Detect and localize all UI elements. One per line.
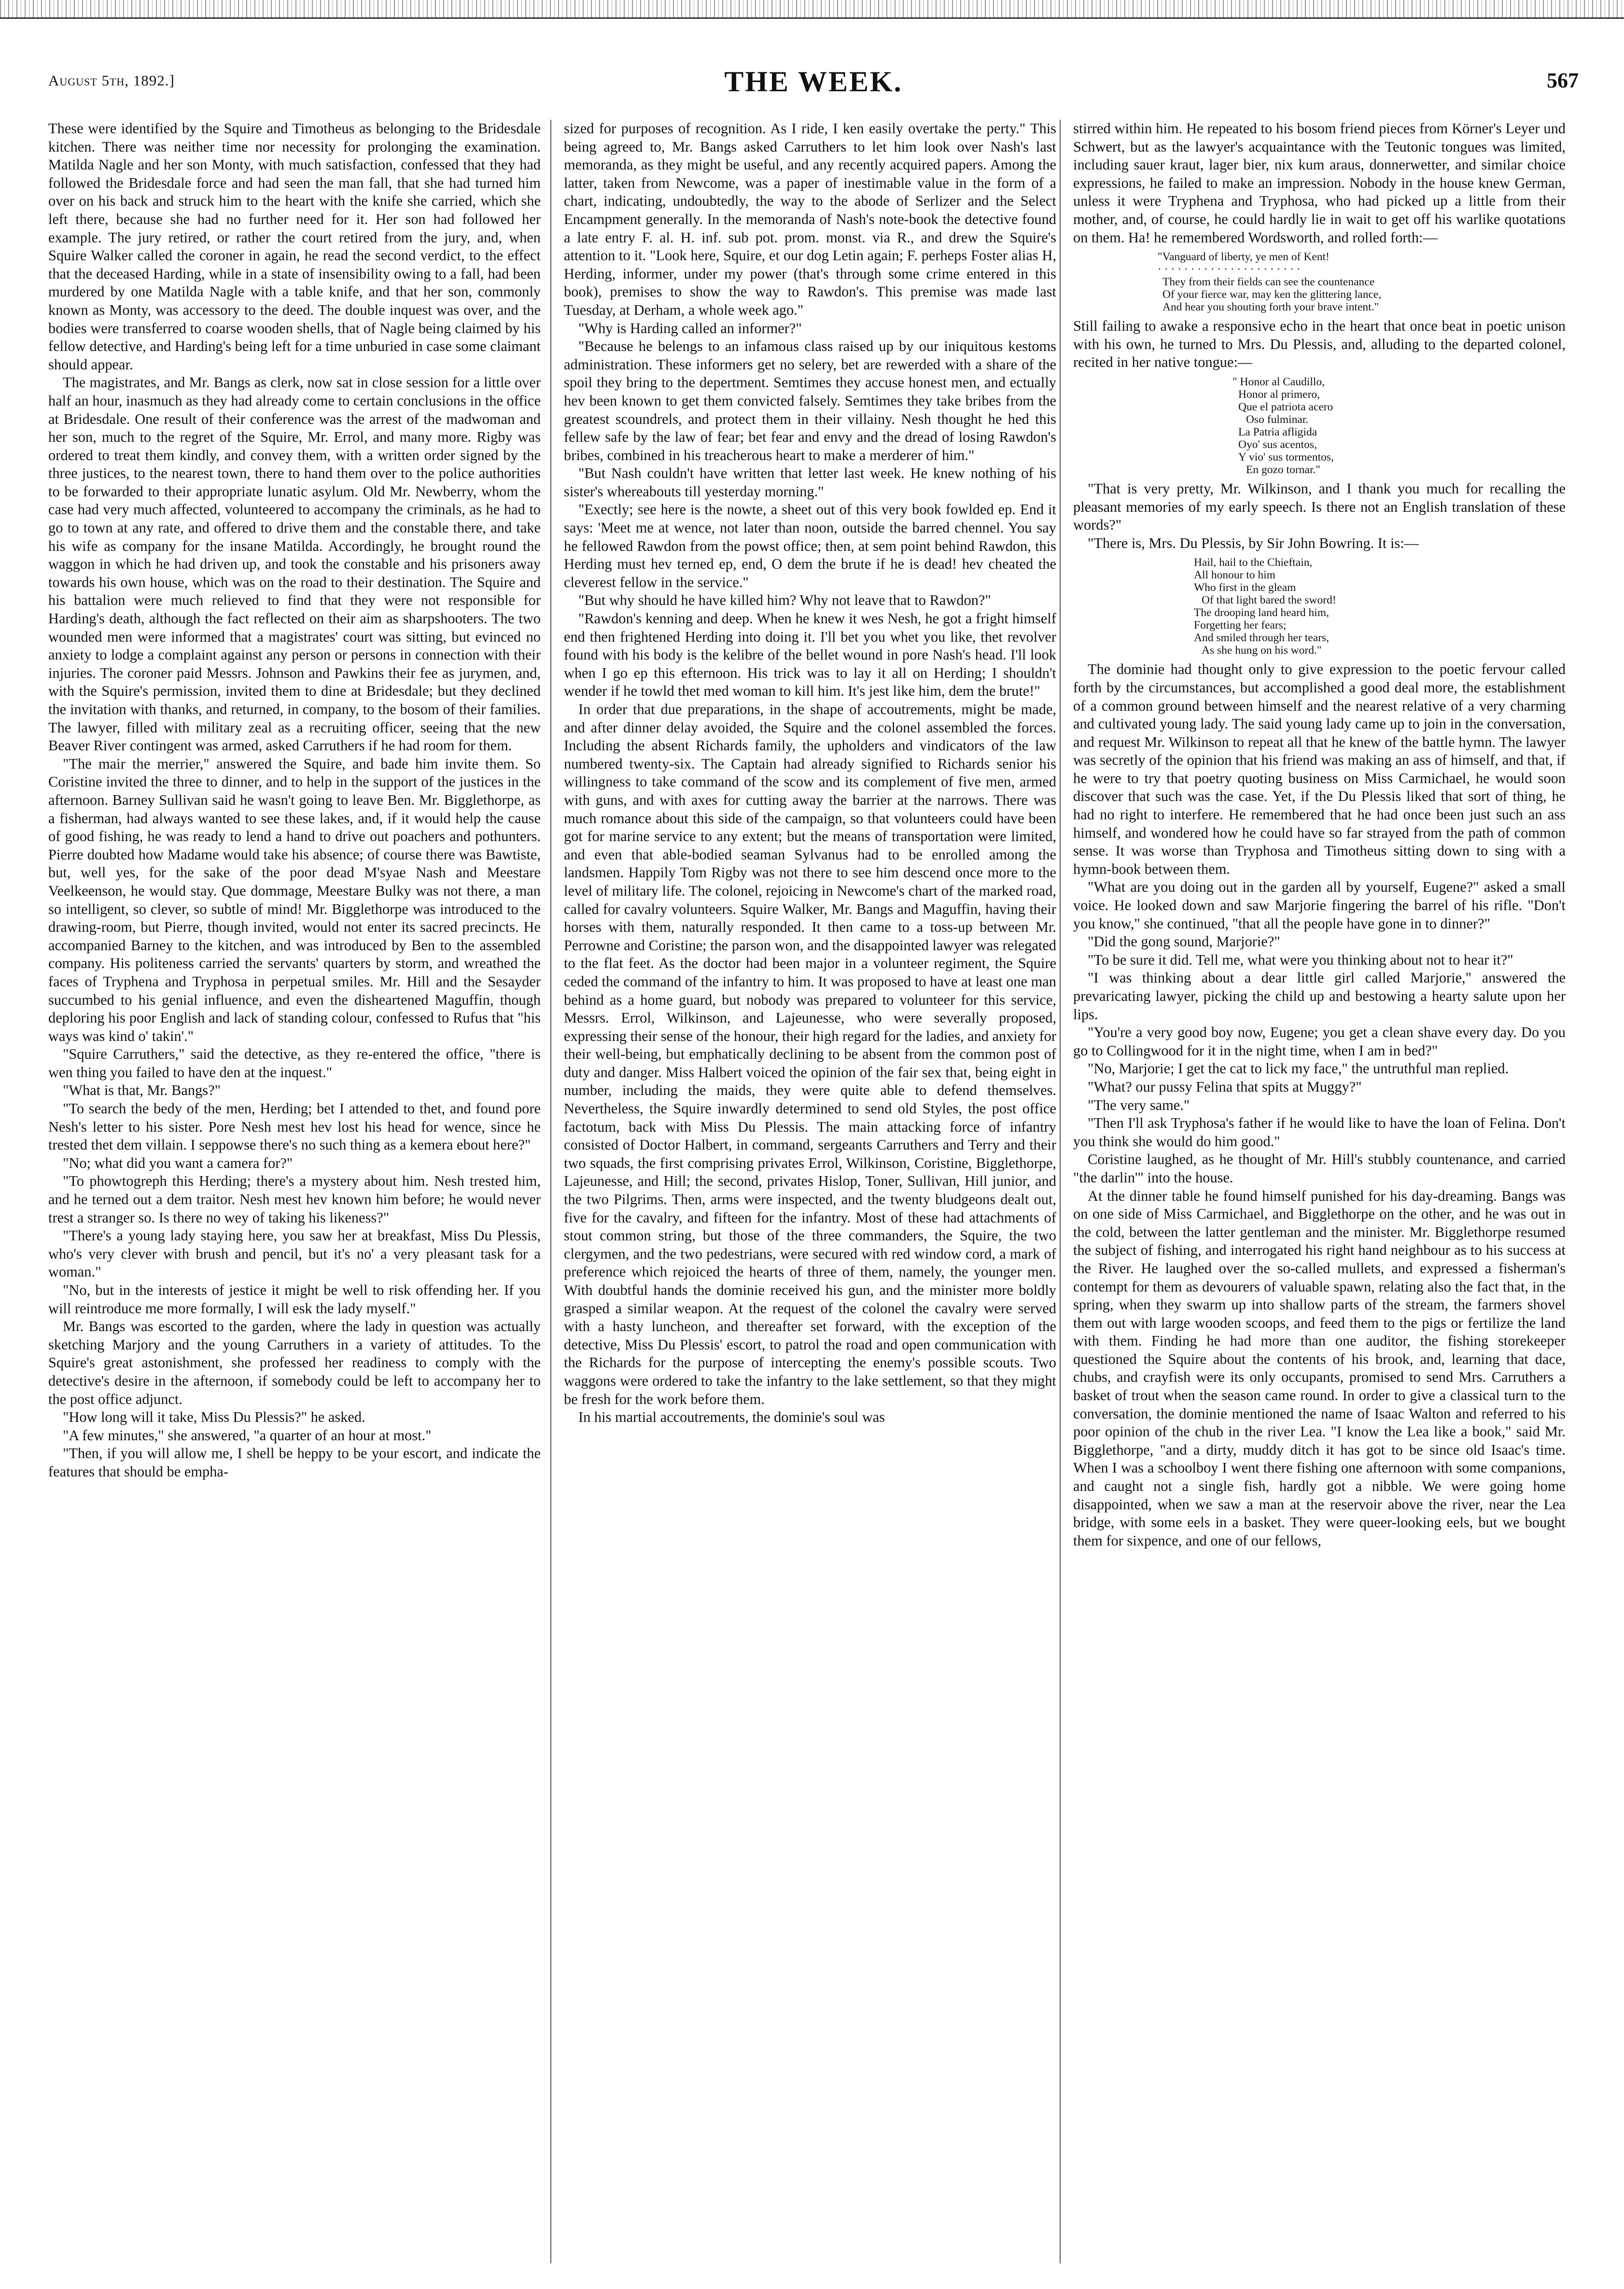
paragraph: "The mair the merrier," answered the Squire, and bade him invite them. So Coristine invited the three to dinner, and to help in the support of the justices in the afternoon. Barney Sullivan said he wasn't going to leave Ben. Mr. Bigglethorpe, as a fisherman, had always wanted to see these lakes, and, if it would help the cause of good fishing, he was ready to lend a hand to drive out poachers and pothunters. Pierre doubted how Madame would take his absence; of course there was Bawtiste, but, well yes, for the sake of the poor dead M'syae Nash and Meestare Veelkeenson, he would stay. Que dommage, Meestare Bulky was not there, a man so intelligent, so clever, so subtle of mind! Mr. Bigglethorpe was introduced to the drawing-room, but Pierre, though invited, would not enter its sacred precincts. He accompanied Barney to the kitchen, and was introduced by Ben to the assembled company. His politeness carried the servants' quarters by storm, and wreathed the faces of Tryphena and Tryphosa in perpetual smiles. Mr. Hill and the Sesayder succumbed to his genial influence, and even the disheartened Maguffin, though deploring his poor English and lack of standing colour, confessed to Rufus that "his ways was kind o' takin'.": [48, 755, 541, 1044]
verse-ellipsis: · · · · · · · · · · · · · · · · · · · · · ·: [1158, 263, 1301, 276]
paragraph: "Then, if you will allow me, I shell be heppy to be your escort, and indicate the features that should be empha-: [48, 1445, 541, 1480]
paragraph: "No, but in the interests of jestice it might be well to risk offending her. If you will reintroduce me more formally, I will esk the lady myself.": [48, 1282, 541, 1317]
paragraph: "I was thinking about a dear little girl called Marjorie," answered the prevaricating lawyer, picking the child up and bestowing a hearty salute upon her lips.: [1073, 969, 1566, 1023]
paragraph: stirred within him. He repeated to his bosom friend pieces from Körner's Leyer und Schwert, but as the lawyer's acquaintance with the Teutonic tongues was limited, including sauer kraut, lager bier, nix kum araus, donnerwetter, and similar choice expressions, he failed to make an impression. Nobody in the house knew German, unless it were Tryphena and Tryphosa, who had picked up a little from their mother, and, of course, he could hardly lie in wait to get off his warlike quotations on them. Ha! he remembered Wordsworth, and rolled forth:—: [1073, 120, 1566, 246]
verse-line: Oyo' sus acentos,: [1238, 438, 1317, 451]
verse-line: They from their fields can see the countenance: [1162, 276, 1375, 289]
paragraph: "But Nash couldn't have written that letter last week. He knew nothing of his sister's whereabouts till yesterday morning.": [564, 465, 1056, 500]
paragraph: "To phowtogreph this Herding; there's a mystery about him. Nesh trested him, and he terned out a dem traitor. Nesh mest hev known him before; he would never trest a stranger so. Is there no wey of taking his likeness?": [48, 1173, 541, 1226]
paragraph: Coristine laughed, as he thought of Mr. Hill's stubbly countenance, and carried "the darlin'" into the house.: [1073, 1151, 1566, 1186]
paragraph: The magistrates, and Mr. Bangs as clerk, now sat in close session for a little over half an hour, inasmuch as they had already come to certain conclusions in the office at Bridesdale. One result of their conference was the arrest of the madwoman and her son, much to the regret of the Squire, Mr. Errol, and many more. Rigby was ordered to treat them kindly, and convey them, with a written order signed by the three justices, to the nearest town, there to hand them over to the police authorities to be forwarded to their appropriate lunatic asylum. Old Mr. Newberry, whom the case had very much affected, volunteered to accompany the criminals, as he had to go to town at any rate, and offered to drive them and the constable there, and take his wife as company for the insane Matilda. Accordingly, he brought round the waggon in which he had driven up, and took the constable and his prisoners away towards his own house, which was on the road to their destination. The Squire and his battalion were much relieved to find that they were not responsible for Harding's death, although the fact reflected on their aim as sharpshooters. The two wounded men were informed that a magistrates' court was sitting, but evinced no anxiety to lodge a complaint against any person or persons in connection with their injuries. The coroner paid Messrs. Johnson and Pawkins their fee as jurymen, and, with the Squire's permission, invited them to dine at Bridesdale; but they declined the invitation with thanks, and returned, in company, to the bosom of their families. The lawyer, filled with military zeal as a recruiting officer, seeing that the new Beaver River contingent was armed, asked Carruthers if he had room for them.: [48, 374, 541, 754]
paragraph: "To be sure it did. Tell me, what were you thinking about not to hear it?": [1088, 951, 1513, 968]
verse-line: Que el patriota acero: [1238, 400, 1333, 413]
paragraph: "Rawdon's kenning and deep. When he knew it wes Nesh, he got a fright himself end then frightened Herding into doing it. I'll bet you whet you like, thet revolver found with his body is the kelibre of the bellet wound in pore Nash's head. I'll look when I go ep this efternoon. His trick was to lay it all on Herding; I shouldn't wender if he towld thet med woman to kill him. It's jest like him, dem the brute!": [564, 610, 1056, 700]
verse-line: Forgetting her fears;: [1194, 619, 1287, 632]
page-header: [48, 65, 1579, 109]
column-3: [1073, 120, 1566, 2263]
paragraph: "What are you doing out in the garden all by yourself, Eugene?" asked a small voice. He looked down and saw Marjorie fingering the barrel of his rifle. "Don't you know," she continued, "that all the people have gone in to dinner?": [1073, 879, 1566, 932]
paragraph: In order that due preparations, in the shape of accoutrements, might be made, and after dinner delay avoided, the Squire and the colonel assembled the forces. Including the absent Richards family, the upholders and vindicators of the law numbered twenty-six. The Captain had already signified to Richards senior his willingness to take command of the scow and its complement of five men, armed with guns, and with axes for cutting away the barrier at the narrows. There was much romance about this side of the campaign, so that volunteers could have been got for marine service to any extent; but the means of transportation were limited, and even that able-bodied seaman Sylvanus had to be enrolled among the landsmen. Happily Tom Rigby was not there to see him descend once more to the level of military life. The colonel, rejoicing in Newcome's chart of the marked road, called for cavalry volunteers. Squire Walker, Mr. Bangs and Maguffin, having their horses with them, naturally responded. It then came to a toss-up between Mr. Perrowne and Coristine; the parson won, and the disappointed lawyer was relegated to the flat feet. As the doctor had been major in a volunteer regiment, the Squire ceded the command of the infantry to him. It was proposed to have at least one man behind as a home guard, but nobody was prepared to volunteer for this service, Messrs. Errol, Wilkinson, and Lajeunesse, who were severally proposed, expressing their sense of the honour, their high regard for the ladies, and anxiety for their well-being, but emphatically declining to be absent from the common post of duty and danger. Miss Halbert voiced the opinion of the fair sex that, being eight in number, including the maids, they were quite able to defend themselves. Nevertheless, the Squire inwardly determined to send old Styles, the post office factotum, back with Miss Du Plessis. The main attacking force of infantry consisted of Doctor Halbert, in command, sergeants Carruthers and Terry and their two squads, the first comprising privates Errol, Wilkinson, Coristine, Bigglethorpe, Lajeunesse, and Hill; the second, privates Hislop, Toner, Sullivan, Hill junior, and the two Pilgrims. Then, arms were inspected, and the twenty bludgeons dealt out, five for the cavalry, and fifteen for the infantry. Most of these had attachments of stout common string, but those of the three commanders, the Squire, the two clergymen, and the two pedestrians, were secured with red window cord, a mark of preference which rejoiced the hearts of three of them, namely, the younger men. With doubtful hands the dominie received his gun, and the minister more boldly grasped a similar weapon. At the request of the colonel the cavalry were served with a hasty luncheon, and thereafter set forward, with the exception of the detective, Miss Du Plessis' escort, to patrol the road and open communication with the Richards for the purpose of intercepting the enemy's possible scouts. Two waggons were ordered to take the infantry to the lake settlement, so that they might be fresh for the work before them.: [564, 701, 1056, 1407]
paragraph: "Exectly; see here is the nowte, a sheet out of this very book fowlded ep. End it says: 'Meet me at wence, not later than noon, outside the barred chennel. You say he fellowed Rawdon from the powst office; then, at sem point behind Rawdon, this Herding must hev terned ep, end, O dem the brute if he is dead! hev cheated the cleverest fellow in the service.": [564, 501, 1056, 590]
paragraph: "To search the bedy of the men, Herding; bet I attended to thet, and found pore Nesh's letter to his sister. Pore Nesh mest hev lost his head for wence, since he trested thet dem villain. I seppowse there's no such thing as a kemera ebout here?": [48, 1100, 541, 1153]
verse-line: All honour to him: [1194, 569, 1276, 582]
paragraph: At the dinner table he found himself punished for his day-dreaming. Bangs was on one side of Miss Carmichael, and Bigglethorpe on the other, and he was out in the cold, between the latter gentleman and the minister. Mr. Bigglethorpe resumed the subject of fishing, and interrogated his right hand neighbour as to his success at the River. He laughed over the so-called mullets, and expressed a fisherman's contempt for them as devourers of valuable spawn, relating also the fact that, in the spring, when they swarm up into shallow parts of the stream, the farmers shovel them out with large wooden scoops, and feed them to the pigs or fertilize the land with them. Finding he had more than one auditor, the fishing storekeeper questioned the Squire about the contents of his brook, and, learning that dace, chubs, and crayfish were its only occupants, promised to send Mrs. Carruthers a basket of trout when the season came round. In order to give a classical turn to the conversation, the dominie mentioned the name of Isaac Walton and referred to his poor opinion of the chub in the river Lea. "I know the Lea like a book," said Mr. Bigglethorpe, "and a dirty, muddy ditch it has got to be since old Isaac's time. When I was a schoolboy I went there fishing one afternoon with some companions, and caught not a single fish, hardly got a nibble. We were going home disappointed, when we saw a man at the reservoir above the river, near the Lea bridge, with some eels in a basket. They were queer-looking eels, but we bought them for sixpence, and one of our fellows,: [1073, 1187, 1566, 1549]
verse-line: " Honor al Caudillo,: [1232, 375, 1325, 388]
paragraph: "You're a very good boy now, Eugene; you get a clean shave every day. Do you go to Collingwood for it in the night time, when I am in bed?": [1073, 1024, 1566, 1059]
verse-line: Hail, hail to the Chieftain,: [1194, 556, 1313, 569]
paragraph: "How long will it take, Miss Du Plessis?" he asked.: [63, 1409, 365, 1426]
paragraph: "No; what did you want a camera for?": [63, 1154, 293, 1171]
verse-line: Who first in the gleam: [1194, 581, 1296, 594]
verse-line: And smiled through her tears,: [1194, 632, 1329, 645]
paragraph: "Because he belengs to an infamous class raised up by our iniquitous kestoms administration. These informers get no selery, bet are rewerded with a share of the spoil they bring to the depertment. Semtimes they accuse honest men, and ectually hev been known to get them convicted falsely. Semtimes they take bribes from the greatest scoundrels, and protect them in their villainy. Nesh thought he hed this fellew safe by the law of fear; bet fear and envy and the dread of losing Rawdon's bribes, combined in his treacherous heart to make a merderer of him.": [564, 338, 1056, 463]
verse-line: And hear you shouting forth your brave intent.": [1162, 301, 1379, 314]
paragraph: "That is very pretty, Mr. Wilkinson, and I thank you much for recalling the pleasant memories of my early speech. Is there not an English translation of these words?": [1073, 480, 1566, 534]
paragraph: "Squire Carruthers," said the detective, as they re-entered the office, "there is wen thing you failed to have den at the inquest.": [48, 1046, 541, 1081]
paragraph: "Did the gong sound, Marjorie?": [1088, 933, 1280, 950]
verse-line: Of your fierce war, may ken the glittering lance,: [1162, 288, 1382, 301]
verse-quotation-bowring: [1073, 556, 1566, 657]
scan-edge-rule: [0, 17, 1624, 19]
verse-line: Oso fulminar.: [1246, 413, 1309, 426]
verse-line: The drooping land heard him,: [1194, 606, 1329, 619]
paragraph: "A few minutes," she answered, "a quarter of an hour at most.": [63, 1427, 432, 1444]
verse-line: Of that light bared the sword!: [1202, 594, 1336, 607]
paragraph: "Why is Harding called an informer?": [578, 320, 802, 337]
verse-line: Honor al primero,: [1238, 388, 1320, 401]
verse-quotation-spanish: [1073, 376, 1566, 476]
publication-title: THE WEEK.: [724, 66, 903, 98]
verse-line: En gozo tornar.": [1246, 463, 1320, 476]
verse-line: La Patria afligida: [1238, 425, 1317, 438]
paragraph: "There is, Mrs. Du Plessis, by Sir John Bowring. It is:—: [1088, 534, 1419, 551]
paragraph: "No, Marjorie; I get the cat to lick my face," the untruthful man replied.: [1088, 1060, 1509, 1077]
column-rule: [1060, 120, 1061, 2263]
paragraph: The dominie had thought only to give expression to the poetic fervour called forth by the circumstances, but accomplished a good deal more, the establishment of a common ground between himself and the nearest relative of a very charming and cultivated young lady. The said young lady came up to join in the conversation, and request Mr. Wilkinson to repeat all that he knew of the battle hymn. The lawyer was secretly of the opinion that his friend was making an ass of himself, and that, if he were to try that poetry quoting business on Miss Carmichael, he would soon discover that such was the case. Yet, if the Du Plessis liked that sort of thing, he had no right to interfere. He remembered that he had once been just such an ass himself, and wondered how he could have so far strayed from the path of common sense. It was worse than Tryphosa and Timotheus sitting down to sing with a hymn-book between them.: [1073, 661, 1566, 877]
paragraph: "There's a young lady staying here, you saw her at breakfast, Miss Du Plessis, who's very clever with brush and pencil, but it's no' a very pleasant task for a woman.": [48, 1227, 541, 1280]
paragraph: "What is that, Mr. Bangs?": [63, 1082, 221, 1099]
verse-line: Y vio' sus tormentos,: [1238, 450, 1334, 463]
paragraph: These were identified by the Squire and Timotheus as belonging to the Bridesdale kitchen. There was neither time nor necessity for prolonging the examination. Matilda Nagle and her son Monty, with much satisfaction, confessed that they had followed the Bridesdale force and had seen the man fall, that she had turned him over on his back and struck him to the heart with the knife she carried, which she left there, because she had no further need for it. Her son had followed her example. The jury retired, or rather the court retired from the jury, and, when Squire Walker called the coroner in again, he read the second verdict, to the effect that the deceased Harding, while in a state of insensibility owing to a fall, had been murdered by one Matilda Nagle with a table knife, and that her son, commonly known as Monty, was accessory to the deed. The double inquest was over, and the bodies were transferred to coarse wooden shells, that of Nagle being claimed by his fellow detective, and Harding's being left for a time unburied in case some claimant should appear.: [48, 120, 541, 373]
paragraph: "What? our pussy Felina that spits at Muggy?": [1088, 1078, 1362, 1095]
column-2: [564, 120, 1056, 2263]
paragraph: "Then I'll ask Tryphosa's father if he would like to have the loan of Felina. Don't you think she would do him good.": [1073, 1115, 1566, 1150]
verse-quotation-wordsworth: [1073, 251, 1566, 313]
issue-date: August 5th, 1892.]: [48, 72, 175, 89]
paragraph: "But why should he have killed him? Why not leave that to Rawdon?": [578, 592, 991, 609]
paragraph: sized for purposes of recognition. As I ride, I ken easily overtake the perty." This being agreed to, Mr. Bangs asked Carruthers to let him look over Nash's last memoranda, as they might be useful, and any recently acquired papers. Among the latter, taken from Newcome, was a paper of inestimable value in the form of a chart, indicating, undoubtedly, the way to the abode of Serlizer and the Select Encampment generally. In the memoranda of Nash's note-book the detective found a late entry F. al. H. inf. sub pot. prom. monst. via R., and drew the Squire's attention to it. "Look here, Squire, et our dog Letin again; F. perheps Foster alias H, Herding, informer, under my power (that's through some crime entered in this book), premises to show the way to Rawdon's. This premise was made last Tuesday, at Derham, a whole week ago.": [564, 120, 1056, 318]
paragraph: Mr. Bangs was escorted to the garden, where the lady in question was actually sketching Marjory and the young Carruthers in a variety of attitudes. To the Squire's great astonishment, she professed her readiness to comply with the detective's desire in the afternoon, if somebody could be left to accompany her to the post office adjunct.: [48, 1318, 541, 1407]
page-number: 567: [1547, 69, 1579, 92]
scan-edge-strip: [0, 0, 1624, 17]
column-1: [48, 120, 541, 2263]
verse-line: "Vanguard of liberty, ye men of Kent!: [1158, 251, 1330, 264]
paragraph: Still failing to awake a responsive echo in the heart that once beat in poetic unison with his own, he turned to Mrs. Du Plessis, and, alluding to the departed colonel, recited in her native tongue:—: [1073, 318, 1566, 371]
verse-line: As she hung on his word.": [1202, 644, 1322, 657]
column-rule: [550, 120, 551, 2263]
paragraph: "The very same.": [1088, 1096, 1190, 1113]
paragraph: In his martial accoutrements, the dominie's soul was: [578, 1409, 885, 1426]
